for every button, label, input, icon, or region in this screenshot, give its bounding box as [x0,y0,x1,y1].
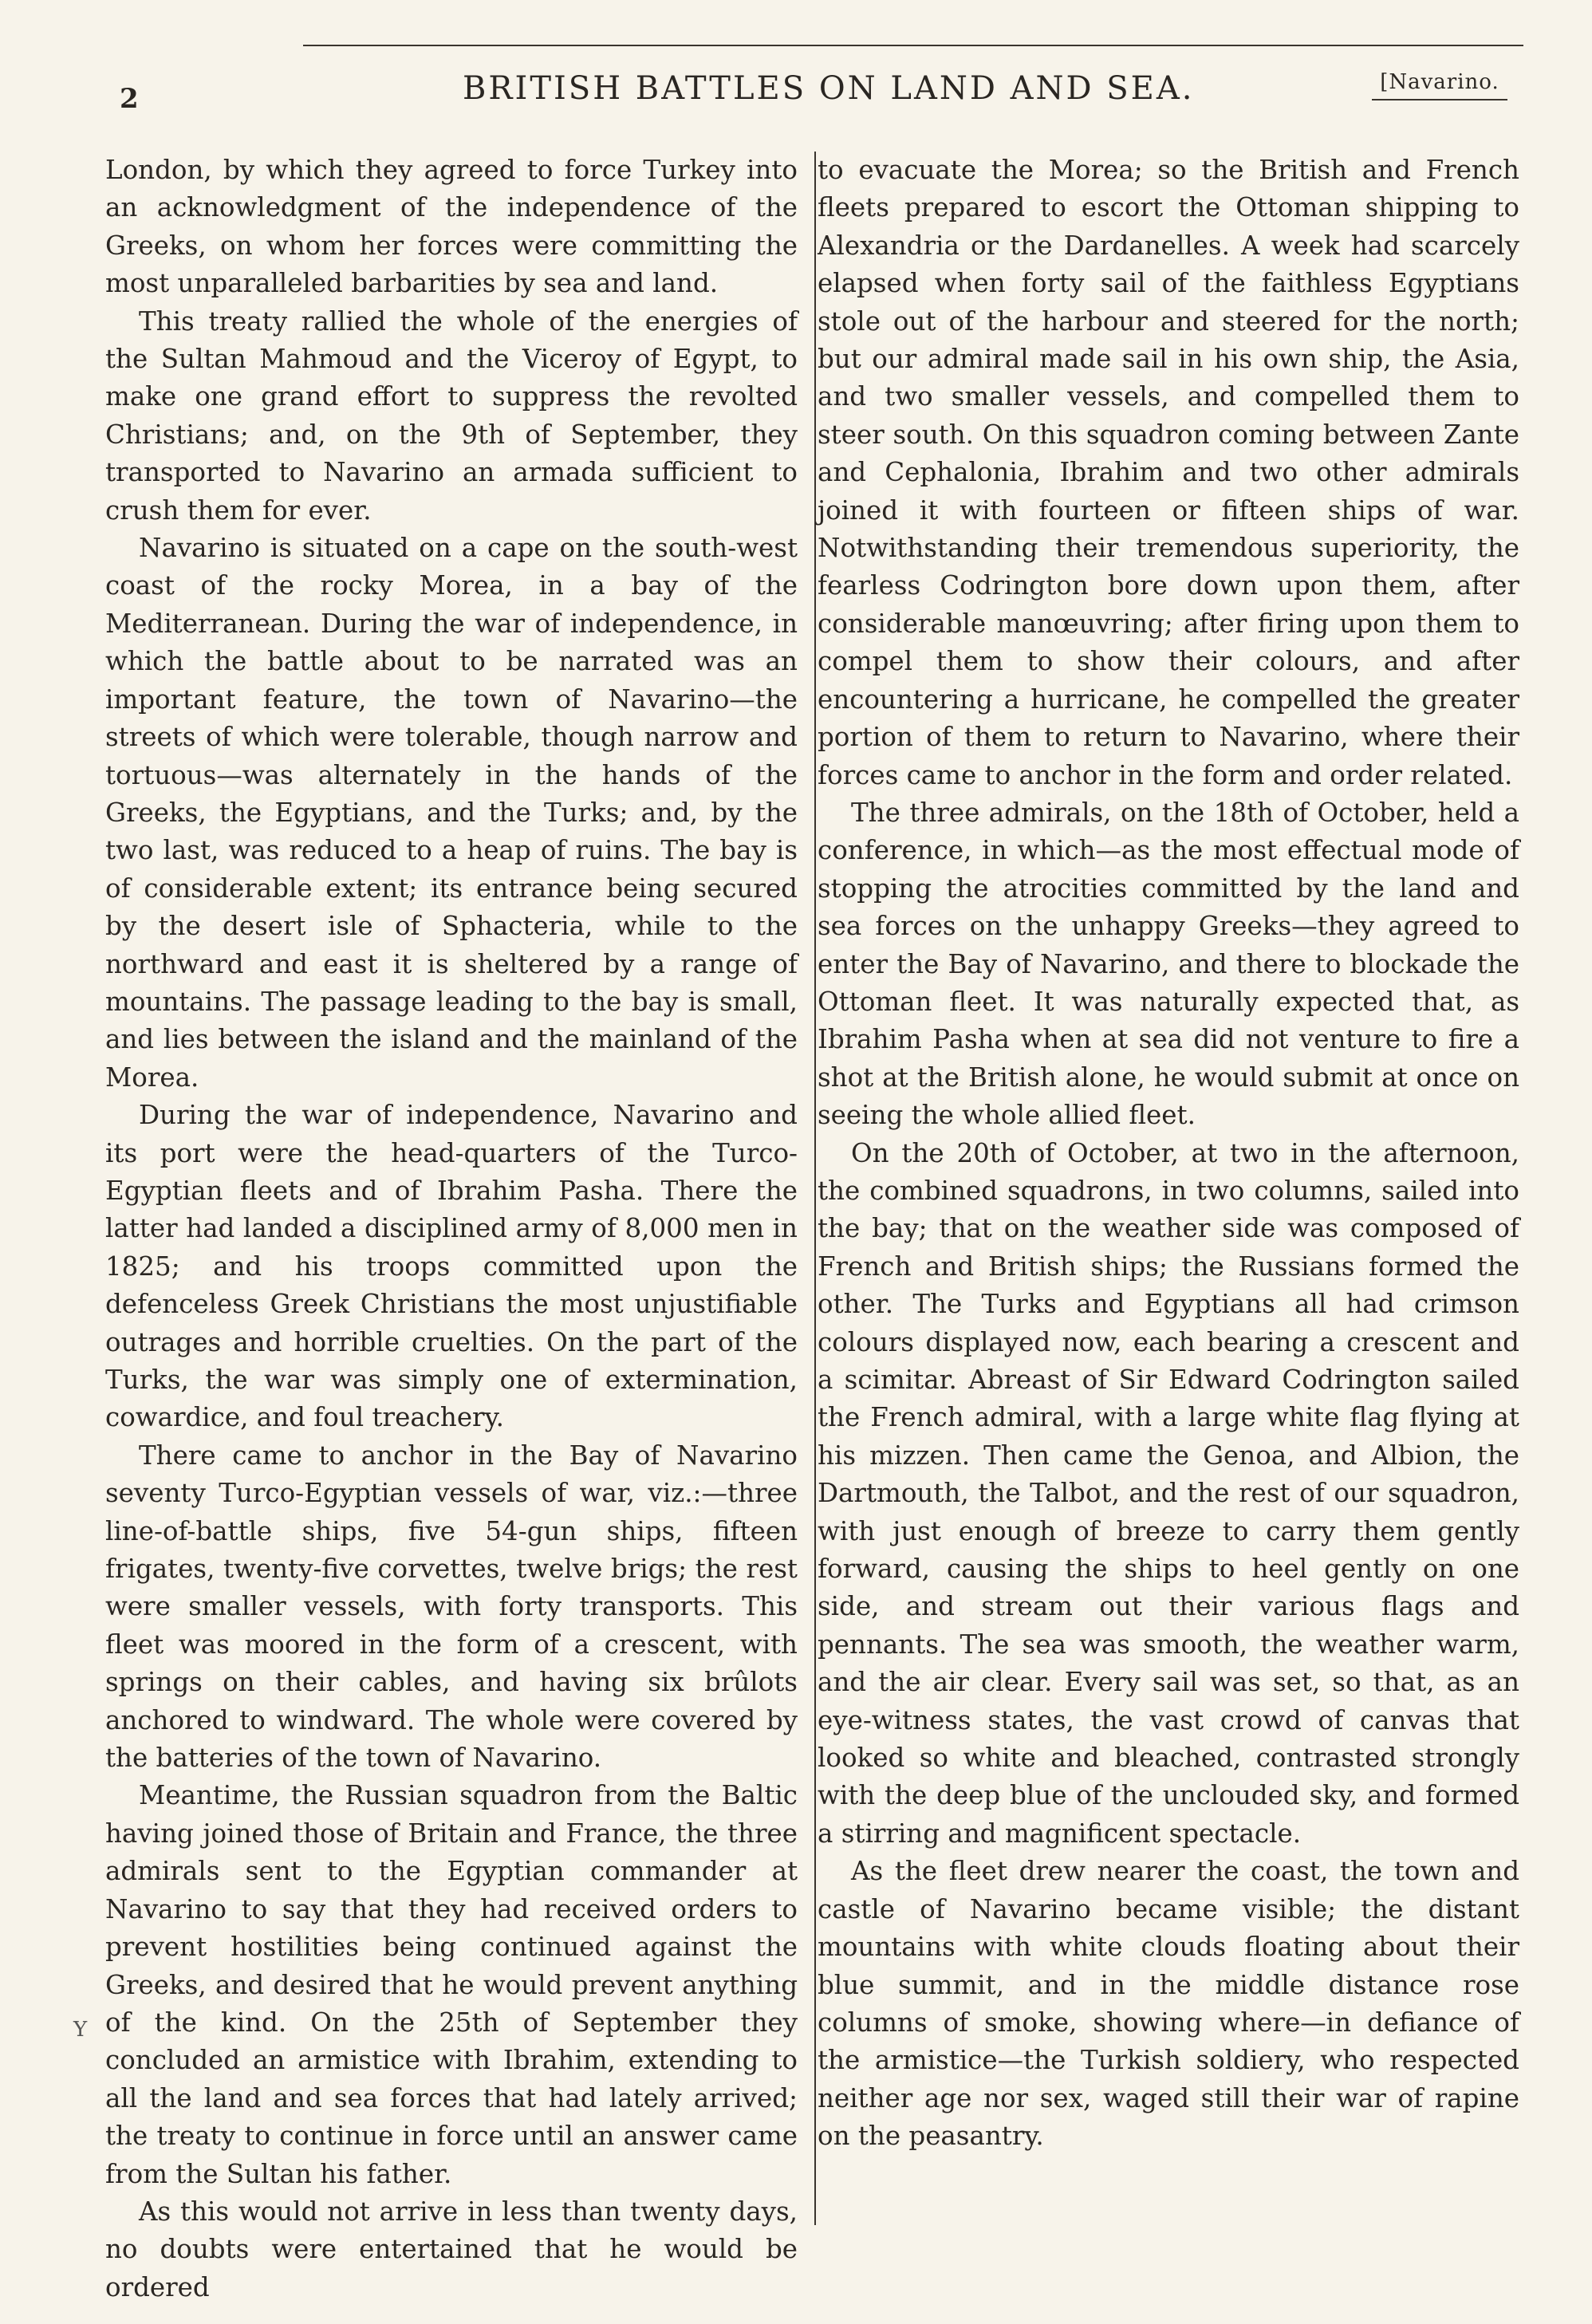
paragraph: This treaty rallied the whole of the energies of the Sultan Mahmoud and the Viceroy of Egypt, to make one grand effort to suppress the revolted Christians; and, on the 9th of September, they transported to Navarino an armada sufficient to crush them for ever. [105,305,798,526]
paragraph: During the war of independence, Navarino and its port were the head-quarters of the Turco-Egyptian fleets and of Ibrahim Pasha. There the latter had landed a disciplined army of 8,000 men in 1825; and his troops committed upon the defenceless Greek Christians the most unjustifiable outrages and horrible cruelties. On the part of the Turks, the war was simply one of extermination, cowardice, and foul treachery. [105,1100,798,1433]
text-columns [0,152,1592,2302]
margin-mark: Y [73,2018,88,2042]
paragraph: to evacuate the Morea; so the British and French fleets prepared to escort the Ottoman shipping to Alexandria or the Dardanelles. A week had scarcely elapsed when forty sail of the faithless Egyptians stole out of the harbour and steered for the north; but our admiral made sail in his own ship, the Asia, and two smaller vessels, and compelled them to steer south. On this squadron coming between Zante and Cephalonia, Ibrahim and two other admirals joined it with fourteen or fifteen ships of war. Notwithstanding their tremendous superiority, the fearless Codrington bore down upon them, after considerable manœuvring; after firing upon them to compel them to show their colours, and after encountering a hurricane, he compelled the greater portion of them to return to Navarino, where their forces came to anchor in the form and order related. [818,155,1519,790]
page-number: 2 [120,83,139,115]
page-header [120,65,1515,113]
paragraph: The three admirals, on the 18th of October, held a conference, in which—as the most effectual mode of stopping the atrocities committed by the land and sea forces on the unhappy Greeks—they agreed to enter the Bay of Navarino, and there to blockade the Ottoman fleet. It was naturally expected that, as Ibrahim Pasha when at sea did not venture to fire a shot at the British alone, he would submit at once on seeing the whole allied fleet. [818,797,1519,1131]
paragraph: London, by which they agreed to force Turkey into an acknowledgment of the independence of the Greeks, on whom her forces were committing the most unparalleled barbarities by sea and land. [105,155,798,299]
section-tag: [Navarino. [1372,70,1507,100]
paragraph: On the 20th of October, at two in the afternoon, the combined squadrons, in two columns, sailed into the bay; that on the weather side was composed of French and British ships; the Russians formed the other. The Turks and Egyptians all had crimson colours displayed now, each bearing a crescent and a scimitar. Abreast of Sir Edward Codrington sailed the French admiral, with a large white flag flying at his mizzen. Then came the Genoa, and Albion, the Dartmouth, the Talbot, and the rest of our squadron, with just enough of breeze to carry them gently forward, causing the ships to heel gently on one side, and stream out their various flags and pennants. The sea was smooth, the weather warm, and the air clear. Every sail was set, so that, as an eye-witness states, the vast crowd of canvas that looked so white and bleached, contrasted strongly with the deep blue of the unclouded sky, and formed a stirring and magnificent spectacle. [818,1137,1519,1849]
paragraph: There came to anchor in the Bay of Navarino seventy Turco-Egyptian vessels of war, viz.:—three line-of-battle ships, five 54-gun ships, fifteen frigates, twenty-five corvettes, twelve brigs; the rest were smaller vessels, with forty transports. This fleet was moored in the form of a crescent, with springs on their cables, and having six brûlots anchored to windward. The whole were covered by the batteries of the town of Navarino. [105,1440,798,1774]
column-divider [814,152,816,2225]
left-column [105,152,798,2306]
paragraph: As this would not arrive in less than twenty days, no doubts were entertained that he would be ordered [105,2196,798,2302]
paragraph: As the fleet drew nearer the coast, the town and castle of Navarino became visible; the distant mountains with white clouds floating about their blue summit, and in the middle distance rose columns of smoke, showing where—in defiance of the armistice—the Turkish soldiery, who respected neither age nor sex, waged still their war of rapine on the peasantry. [818,1856,1519,2152]
running-title: BRITISH BATTLES ON LAND AND SEA. [463,70,1195,107]
paragraph: Navarino is situated on a cape on the south-west coast of the rocky Morea, in a bay of the Mediterranean. During the war of independence, in which the battle about to be narrated was an important feature, the town of Navarino—the streets of which were tolerable, though narrow and tortuous—was alternately in the hands of the Greeks, the Egyptians, and the Turks; and, by the two last, was reduced to a heap of ruins. The bay is of considerable extent; its entrance being secured by the desert isle of Sphacteria, while to the northward and east it is sheltered by a range of mountains. The passage leading to the bay is small, and lies between the island and the mainland of the Morea. [105,533,798,1093]
paragraph: Meantime, the Russian squadron from the Baltic having joined those of Britain and France, the three admirals sent to the Egyptian commander at Navarino to say that they had received orders to prevent hostilities being continued against the Greeks, and desired that he would prevent anything of the kind. On the 25th of September they concluded an armistice with Ibrahim, extending to all the land and sea forces that had lately arrived; the treaty to continue in force until an answer came from the Sultan his father. [105,1780,798,2189]
right-column [818,152,1519,2156]
header-rule [303,45,1523,46]
